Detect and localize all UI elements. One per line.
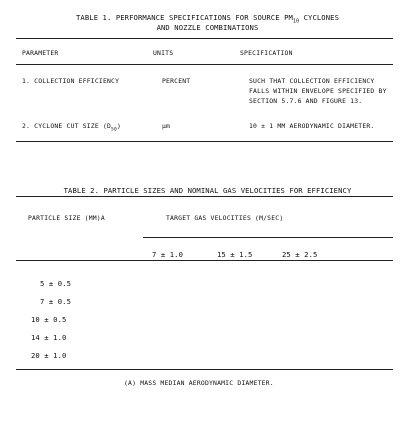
table2-velocity-3: 25 ± 2.5 (282, 250, 318, 259)
table2-particle-size-row2: 7 ± 0.5 (40, 297, 71, 306)
table1-top-rule (16, 38, 393, 39)
table2-velocity-2: 15 ± 1.5 (217, 250, 253, 259)
table1-row1-spec-line1: SUCH THAT COLLECTION EFFICIENCY (249, 77, 375, 85)
table1-row2-spec: 10 ± 1 ΜM AERODYNAMIC DIAMETER. (249, 122, 375, 130)
table2-particle-size-row5: 20 ± 1.0 (31, 351, 67, 360)
table2-header-particle-size: PARTICLE SIZE (ΜM)A (28, 214, 105, 222)
table1-row1-spec-line3: SECTION 5.7.6 AND FIGURE 13. (249, 97, 363, 105)
table2-top-rule (16, 196, 393, 197)
table1-row1-parameter: 1. COLLECTION EFFICIENCY (22, 77, 120, 85)
table2-velocity-1: 7 ± 1.0 (152, 250, 183, 259)
table1-title-line1: TABLE 1. PERFORMANCE SPECIFICATIONS FOR SOURCE $PM_{10}$ CYCLONES (75, 13, 340, 25)
table2-particle-size-row4: 14 ± 1.0 (31, 333, 67, 342)
table2-title: TABLE 2. PARTICLE SIZES AND NOMINAL GAS VELOCITIES FOR EFFICIENCY (63, 186, 352, 195)
table1-row2-units: µm (162, 122, 171, 130)
table1-header-rule (16, 64, 393, 65)
table2-header-rule (16, 260, 393, 261)
table2-bottom-rule (16, 369, 393, 370)
table2-particle-size-row3: 10 ± 0.5 (31, 315, 67, 324)
table1-title-line2: AND NOZZLE COMBINATIONS (156, 23, 259, 32)
table1-row1-spec-line2: FALLS WITHIN ENVELOPE SPECIFIED BY (249, 87, 387, 95)
table1-header-parameter: PARAMETER (22, 49, 59, 57)
table2-particle-size-row1: 5 ± 0.5 (40, 279, 71, 288)
table1-bottom-rule (16, 141, 393, 142)
table2-group-rule (143, 237, 393, 238)
table1-row2-parameter: 2. CYCLONE CUT SIZE $(D_{50})$ (22, 122, 122, 133)
table2-footnote: (A) MASS MEDIAN AERODYNAMIC DIAMETER. (124, 379, 274, 387)
table1-header-specification: SPECIFICATION (240, 49, 293, 57)
table1-header-units: UNITS (153, 49, 174, 57)
table2-header-target-velocities: TARGET GAS VELOCITIES (M/SEC) (166, 214, 284, 222)
table1-row1-units: PERCENT (162, 77, 191, 85)
